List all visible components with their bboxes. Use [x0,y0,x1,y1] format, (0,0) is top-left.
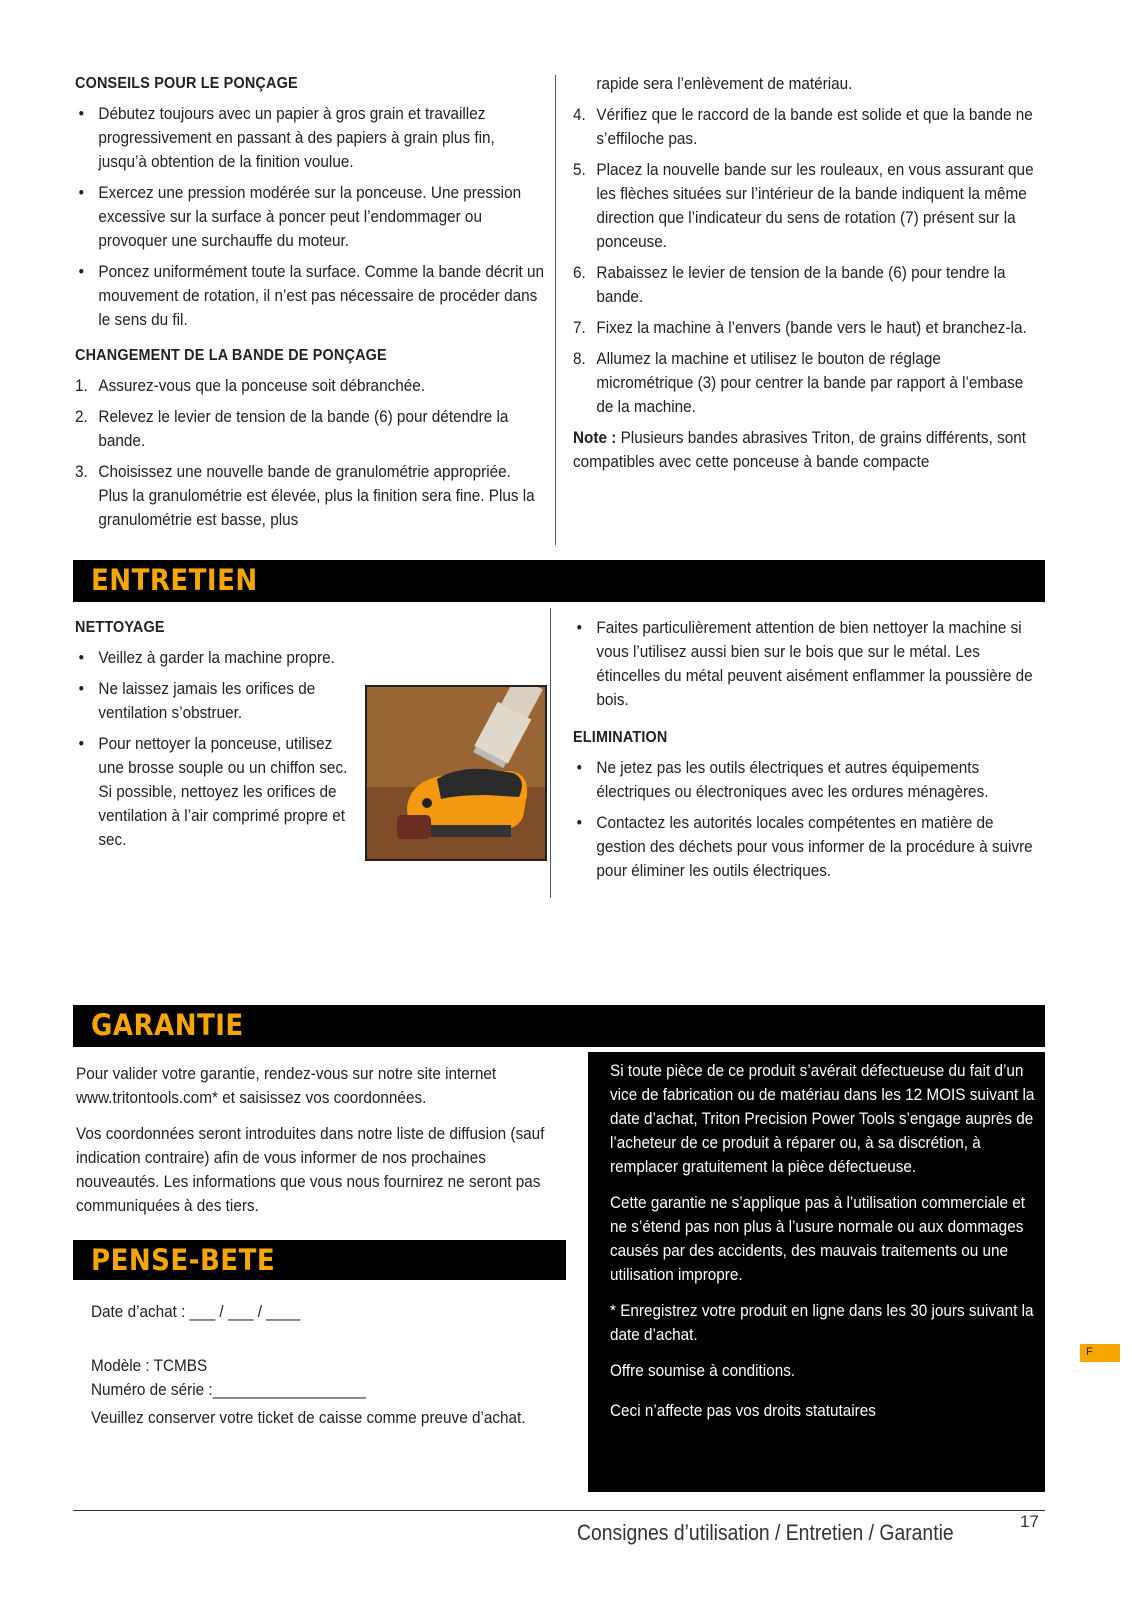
list-item: • Pour nettoyer la ponceuse, utilisez une brosse souple ou un chiffon sec. Si possible, nettoyez les orifices de ventilation à l’air comprimé propre et sec. [75,732,360,852]
list-item: • Débutez toujours avec un papier à gros grain et travaillez progressivement en passant à des papiers à grain plus fin, jusqu’à obtention de la finition voulue. [75,102,545,174]
receipt-note: Veuillez conserver votre ticket de caisse comme preuve d’achat. [91,1408,526,1427]
warranty-paragraph: Offre soumise à conditions. [610,1361,796,1380]
list-item: • Contactez les autorités locales compétentes en matière de gestion des déchets pour vous informer de la procédure à suivre pour éliminer les outils électriques. [573,811,1041,883]
footer-title: Consignes d’utilisation / Entretien / Garantie [577,1520,954,1545]
list-item: 7. Fixez la machine à l’envers (bande vers le haut) et branchez-la. [573,318,1027,337]
cleaning-title: NETTOYAGE [75,619,165,636]
belt-change-title: CHANGEMENT DE LA BANDE DE PONÇAGE [75,347,387,364]
elimination-list [573,756,1041,883]
entretien-heading-bar [73,560,1045,602]
sanding-tips-list [75,102,545,332]
sanding-tips-section [75,72,545,539]
sanding-tips-title: CONSEILS POUR LE PONÇAGE [75,75,298,92]
language-tab: F [1080,1344,1120,1362]
belt-note: Note : Plusieurs bandes abrasives Triton, de grains différents, sont compatibles avec cette ponceuse à bande compacte [573,428,1027,471]
garantie-text [76,1062,566,1226]
list-item: • Ne laissez jamais les orifices de ventilation s’obstruer. [75,677,360,725]
list-item: 3. Choisissez une nouvelle bande de granulométrie appropriée. Plus la granulométrie est élevée, plus la finition sera fine. Plus la granulométrie est basse, plus [75,462,535,529]
list-item: • Exercez une pression modérée sur la ponceuse. Une pression excessive sur la surface à poncer peut l’endommager ou provoquer une surchauffe du moteur. [75,181,545,253]
list-item: • Poncez uniformément toute la surface. Comme la bande décrit un mouvement de rotation, il n’est pas nécessaire de procéder dans le sens du fil. [75,260,545,332]
warranty-terms-box [588,1052,1045,1492]
list-item: • Ne jetez pas les outils électriques et autres équipements électriques ou électroniques avec les ordures ménagères. [573,756,1041,804]
warranty-paragraph: Cette garantie ne s’applique pas à l’utilisation commerciale et ne s’étend pas non plus à l’usure normale ou aux dommages causés par des accidents, des mauvais traitements ou une utilisation impropre. [610,1193,1026,1284]
model-field: Modèle : TCMBS [91,1356,208,1375]
maintenance-right-section [573,616,1041,890]
sander-cleaning-photo [365,685,547,861]
serial-number-field: Numéro de série :__________________ [91,1380,366,1399]
belt-change-steps-left [75,374,545,532]
metal-warning-list [573,616,1041,712]
garantie-paragraph: Vos coordonnées seront introduites dans notre liste de diffusion (sauf indication contraire) afin de vous informer de nos prochaines nouveautés. Les informations que vous nous fournirez ne seront pas communiquées à des tiers. [76,1124,545,1215]
belt-change-continued [573,72,1041,482]
page-number: 17 [1020,1512,1039,1531]
purchase-date-field: Date d’achat : ___ / ___ / ____ [91,1302,301,1321]
garantie-heading-bar [73,1005,1045,1047]
cleaning-section [75,616,360,859]
cleaning-list [75,646,360,852]
list-item: 2. Relevez le levier de tension de la bande (6) pour détendre la bande. [75,407,509,450]
garantie-paragraph: Pour valider votre garantie, rendez-vous sur notre site internet www.tritontools.com* et saisissez vos coordonnées. [76,1064,497,1107]
list-item: 8. Allumez la machine et utilisez le bouton de réglage micrométrique (3) pour centrer la bande par rapport à l’embase de la machine. [573,349,1024,416]
list-item: 5. Placez la nouvelle bande sur les rouleaux, en vous assurant que les flèches situées sur l’intérieur de la bande indiquent la même direction que l’indicateur du sens de rotation (7) présent sur la ponceuse. [573,160,1034,251]
list-item: rapide sera l’enlèvement de matériau. [596,74,853,93]
sander-illustration [367,687,545,859]
list-item: 1. Assurez-vous que la ponceuse soit débranchée. [75,376,426,395]
entretien-heading: ENTRETIEN [91,563,258,597]
warranty-paragraph: Ceci n’affecte pas vos droits statutaires [610,1401,876,1420]
pense-bete-fields [91,1300,561,1434]
elimination-title: ELIMINATION [573,729,668,746]
belt-change-steps-right [573,72,1041,419]
warranty-paragraph: Si toute pièce de ce produit s’avérait défectueuse du fait d’un vice de fabrication ou de matériau dans les 12 MOIS suivant la date d’achat, Triton Precision Power Tools s’engage auprès de l’acheteur de ce produit à réparer ou, à sa discrétion, à remplacer gratuitement la pièce défectueuse. [610,1061,1035,1176]
list-item: 6. Rabaissez le levier de tension de la bande (6) pour tendre la bande. [573,263,1006,306]
list-item: • Veillez à garder la machine propre. [75,646,395,670]
warranty-paragraph: * Enregistrez votre produit en ligne dans les 30 jours suivant la date d’achat. [610,1301,1034,1344]
footer-rule [73,1510,1045,1511]
column-divider [550,608,551,898]
column-divider [555,75,556,545]
pense-bete-heading: PENSE-BETE [91,1243,276,1277]
list-item: 4. Vérifiez que le raccord de la bande est solide et que la bande ne s’effiloche pas. [573,105,1033,148]
list-item: • Faites particulièrement attention de bien nettoyer la machine si vous l’utilisez aussi bien sur le bois que sur le métal. Les étincelles du métal peuvent aisément enflammer la poussière de bois. [573,616,1041,712]
pense-bete-heading-bar [73,1240,566,1280]
garantie-heading: GARANTIE [91,1008,244,1042]
